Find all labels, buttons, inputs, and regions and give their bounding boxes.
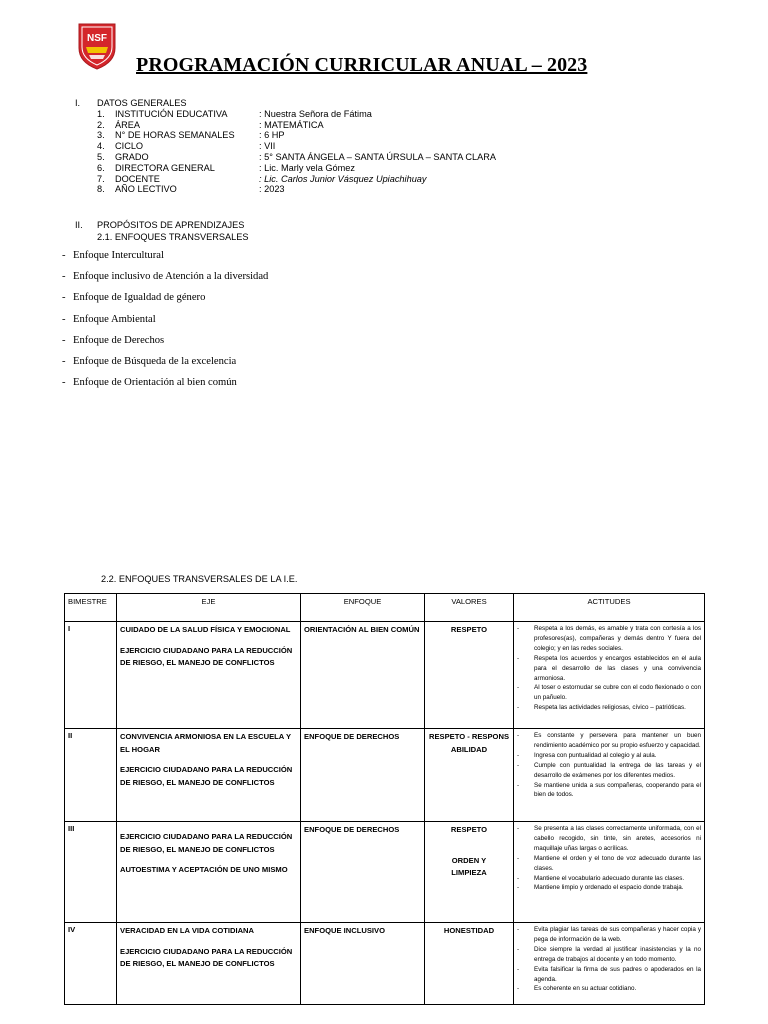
actitud-item: - Ingresa con puntualidad al colegio y al aula. <box>517 751 701 761</box>
valor-text: RESPETO - RESPONSABILIDAD <box>428 732 510 754</box>
item-value: : 5° SANTA ÁNGELA – SANTA ÚRSULA – SANTA CLARA <box>259 151 497 162</box>
item-number: 6. <box>97 162 105 173</box>
item-number: 3. <box>97 130 105 141</box>
list-item: - Enfoque de Búsqueda de la excelencia <box>62 355 237 367</box>
header-enfoque: ENFOQUE <box>301 594 425 622</box>
eje-text: VERACIDAD EN LA VIDA COTIDIANA <box>120 926 255 935</box>
cell-actitudes <box>514 822 705 923</box>
valor-text: RESPETO <box>450 825 488 834</box>
item-number: 5. <box>97 151 105 162</box>
enfoques-list <box>62 250 268 398</box>
enfoques-table <box>64 593 705 1005</box>
actitud-item: - Al toser o estornudar se cubre con el codo flexionado o con un pañuelo. <box>517 683 701 703</box>
item-value: : 2023 <box>259 184 285 195</box>
table-row <box>65 622 705 729</box>
item-number: 2. <box>97 119 105 130</box>
header-bimestre: BIMESTRE <box>65 594 117 622</box>
actitud-item: - Evita plagiar las tareas de sus compañeras y hacer copia y pega de información de la web. <box>517 925 701 945</box>
enfoque-text: Enfoque de Orientación al bien común <box>73 377 237 389</box>
item-number: 1. <box>97 108 105 119</box>
table-header-row <box>65 594 705 622</box>
item-value: : Lic. Carlos Junior Vásquez Upiachihuay <box>259 173 427 184</box>
cell-eje <box>117 822 301 923</box>
enfoque-text: Enfoque de Igualdad de género <box>73 292 206 304</box>
subsection-heading-22: 2.2. ENFOQUES TRANSVERSALES DE LA I.E. <box>101 574 298 584</box>
header-eje: EJE <box>117 594 301 622</box>
item-label: AÑO LECTIVO <box>115 184 177 195</box>
section-number: II. <box>75 220 83 230</box>
table-row <box>65 923 705 1005</box>
item-number: 4. <box>97 141 105 152</box>
cell-bimestre: IV <box>65 923 117 1005</box>
list-item: - Enfoque inclusivo de Atención a la diversidad <box>62 271 269 283</box>
cell-eje <box>117 622 301 729</box>
enfoque-text: ENFOQUE DE DERECHOS <box>304 825 400 834</box>
list-item: - Enfoque de Derechos <box>62 334 165 346</box>
eje-text: EJERCICIO CIUDADANO PARA LA REDUCCIÓN DE RIESGO, EL MANEJO DE CONFLICTOS <box>120 946 293 968</box>
item-number: 8. <box>97 184 105 195</box>
enfoque-text: ENFOQUE INCLUSIVO <box>304 926 386 935</box>
actitud-item: - Se presenta a las clases correctamente uniformada, con el cabello recogido, sin tinte, sin aretes, accesorios ni maquillaje uñas largas o acrílicas. <box>517 824 701 854</box>
cell-bimestre: I <box>65 622 117 729</box>
valor-text: ORDEN Y LIMPIEZA <box>451 855 487 877</box>
actitud-item: - Respeta a los demás, es amable y trata con cortesía a los profesores(as), compañeras y demás dentro Y fuera del colegio; y en las redes sociales. <box>517 624 701 654</box>
eje-text: CONVIVENCIA ARMONIOSA EN LA ESCUELA Y EL HOGAR <box>120 732 291 754</box>
enfoque-text: Enfoque de Búsqueda de la excelencia <box>73 355 237 367</box>
cell-valores <box>425 622 514 729</box>
eje-text: EJERCICIO CIUDADANO PARA LA REDUCCIÓN DE RIESGO, EL MANEJO DE CONFLICTOS <box>120 765 293 787</box>
list-item: - Enfoque Ambiental <box>62 313 156 325</box>
actitud-item: - Mantiene el vocabulario adecuado durante las clases. <box>517 874 701 884</box>
actitudes-list <box>517 731 701 800</box>
cell-enfoque <box>301 729 425 822</box>
actitud-item: - Se mantiene unida a sus compañeras, cooperando para el bien de todos. <box>517 781 701 801</box>
cell-bimestre: III <box>65 822 117 923</box>
actitud-item: - Cumple con puntualidad la entrega de las tareas y el desarrollo de exámenes por los diferentes medios. <box>517 761 701 781</box>
section-heading: DATOS GENERALES <box>97 98 187 108</box>
actitud-item: - Mantiene limpio y ordenado el espacio donde trabaja. <box>517 883 701 893</box>
cell-valores <box>425 822 514 923</box>
eje-text: AUTOESTIMA Y ACEPTACIÓN DE UNO MISMO <box>120 865 288 874</box>
crest-text: NSF <box>87 33 107 44</box>
item-label: ÁREA <box>115 119 141 130</box>
enfoque-text: ENFOQUE DE DERECHOS <box>304 732 400 741</box>
actitud-item: - Es constante y persevera para mantener un buen rendimiento académico por su propio esfuerzo y capacidad. <box>517 731 701 751</box>
cell-valores <box>425 729 514 822</box>
item-label: INSTITUCIÓN EDUCATIVA <box>115 108 228 119</box>
cell-actitudes <box>514 729 705 822</box>
item-value: : VII <box>259 141 276 152</box>
enfoque-text: ORIENTACIÓN AL BIEN COMÚN <box>304 625 420 634</box>
item-label: N° DE HORAS SEMANALES <box>115 130 235 141</box>
cell-enfoque <box>301 923 425 1005</box>
valor-text: RESPETO <box>450 625 488 634</box>
eje-text: EJERCICIO CIUDADANO PARA LA REDUCCIÓN DE RIESGO, EL MANEJO DE CONFLICTOS <box>120 832 293 854</box>
school-crest-icon <box>77 22 117 70</box>
actitud-item: - Evita falsificar la firma de sus padres o apoderados en la agenda. <box>517 965 701 985</box>
item-value: : Nuestra Señora de Fátima <box>259 108 372 119</box>
eje-text: CUIDADO DE LA SALUD FÍSICA Y EMOCIONAL <box>120 625 291 634</box>
list-item: - Enfoque Intercultural <box>62 250 164 261</box>
cell-enfoque <box>301 822 425 923</box>
valor-text: HONESTIDAD <box>443 926 495 935</box>
cell-actitudes <box>514 622 705 729</box>
section-heading: PROPÓSITOS DE APRENDIZAJES <box>97 220 245 230</box>
table-row <box>65 729 705 822</box>
cell-eje <box>117 729 301 822</box>
cell-eje <box>117 923 301 1005</box>
enfoque-text: Enfoque de Derechos <box>73 334 165 346</box>
actitud-item: - Mantiene el orden y el tono de voz adecuado durante las clases. <box>517 854 701 874</box>
cell-bimestre: II <box>65 729 117 822</box>
item-label: DOCENTE <box>115 173 160 184</box>
enfoque-text: Enfoque Ambiental <box>73 313 156 325</box>
header-actitudes: ACTITUDES <box>514 594 705 622</box>
item-value: : MATEMÁTICA <box>259 119 324 130</box>
item-label: DIRECTORA GENERAL <box>115 162 215 173</box>
actitud-item: - Respeta los acuerdos y encargos establecidos en el aula para el desarrollo de las clases y una convivencia armoniosa. <box>517 654 701 684</box>
actitud-item: - Es coherente en su actuar cotidiano. <box>517 984 701 994</box>
cell-valores <box>425 923 514 1005</box>
actitudes-list <box>517 824 701 893</box>
item-value: : 6 HP <box>259 130 285 141</box>
item-number: 7. <box>97 173 105 184</box>
list-item: - Enfoque de Igualdad de género <box>62 292 206 304</box>
enfoque-text: Enfoque Intercultural <box>73 250 164 261</box>
enfoque-text: Enfoque inclusivo de Atención a la diversidad <box>73 271 269 283</box>
list-item: - Enfoque de Orientación al bien común <box>62 377 237 389</box>
actitudes-list <box>517 624 701 713</box>
actitud-item: - Respeta las actividades religiosas, cívico – patrióticas. <box>517 703 701 713</box>
item-label: CICLO <box>115 141 144 152</box>
eje-text: EJERCICIO CIUDADANO PARA LA REDUCCIÓN DE RIESGO, EL MANEJO DE CONFLICTOS <box>120 645 293 667</box>
table-row <box>65 822 705 923</box>
actitud-item: - Dice siempre la verdad al justificar inasistencias y la no entrega de trabajos al docente y en todo momento. <box>517 945 701 965</box>
cell-enfoque <box>301 622 425 729</box>
cell-actitudes <box>514 923 705 1005</box>
page-title: PROGRAMACIÓN CURRICULAR ANUAL – 2023 <box>136 54 588 76</box>
item-label: GRADO <box>115 151 149 162</box>
header-valores: VALORES <box>425 594 514 622</box>
section-number: I. <box>75 98 81 108</box>
actitudes-list <box>517 925 701 994</box>
item-value: : Lic. Marly vela Gómez <box>259 162 355 173</box>
subsection-heading: 2.1. ENFOQUES TRANSVERSALES <box>97 231 249 242</box>
